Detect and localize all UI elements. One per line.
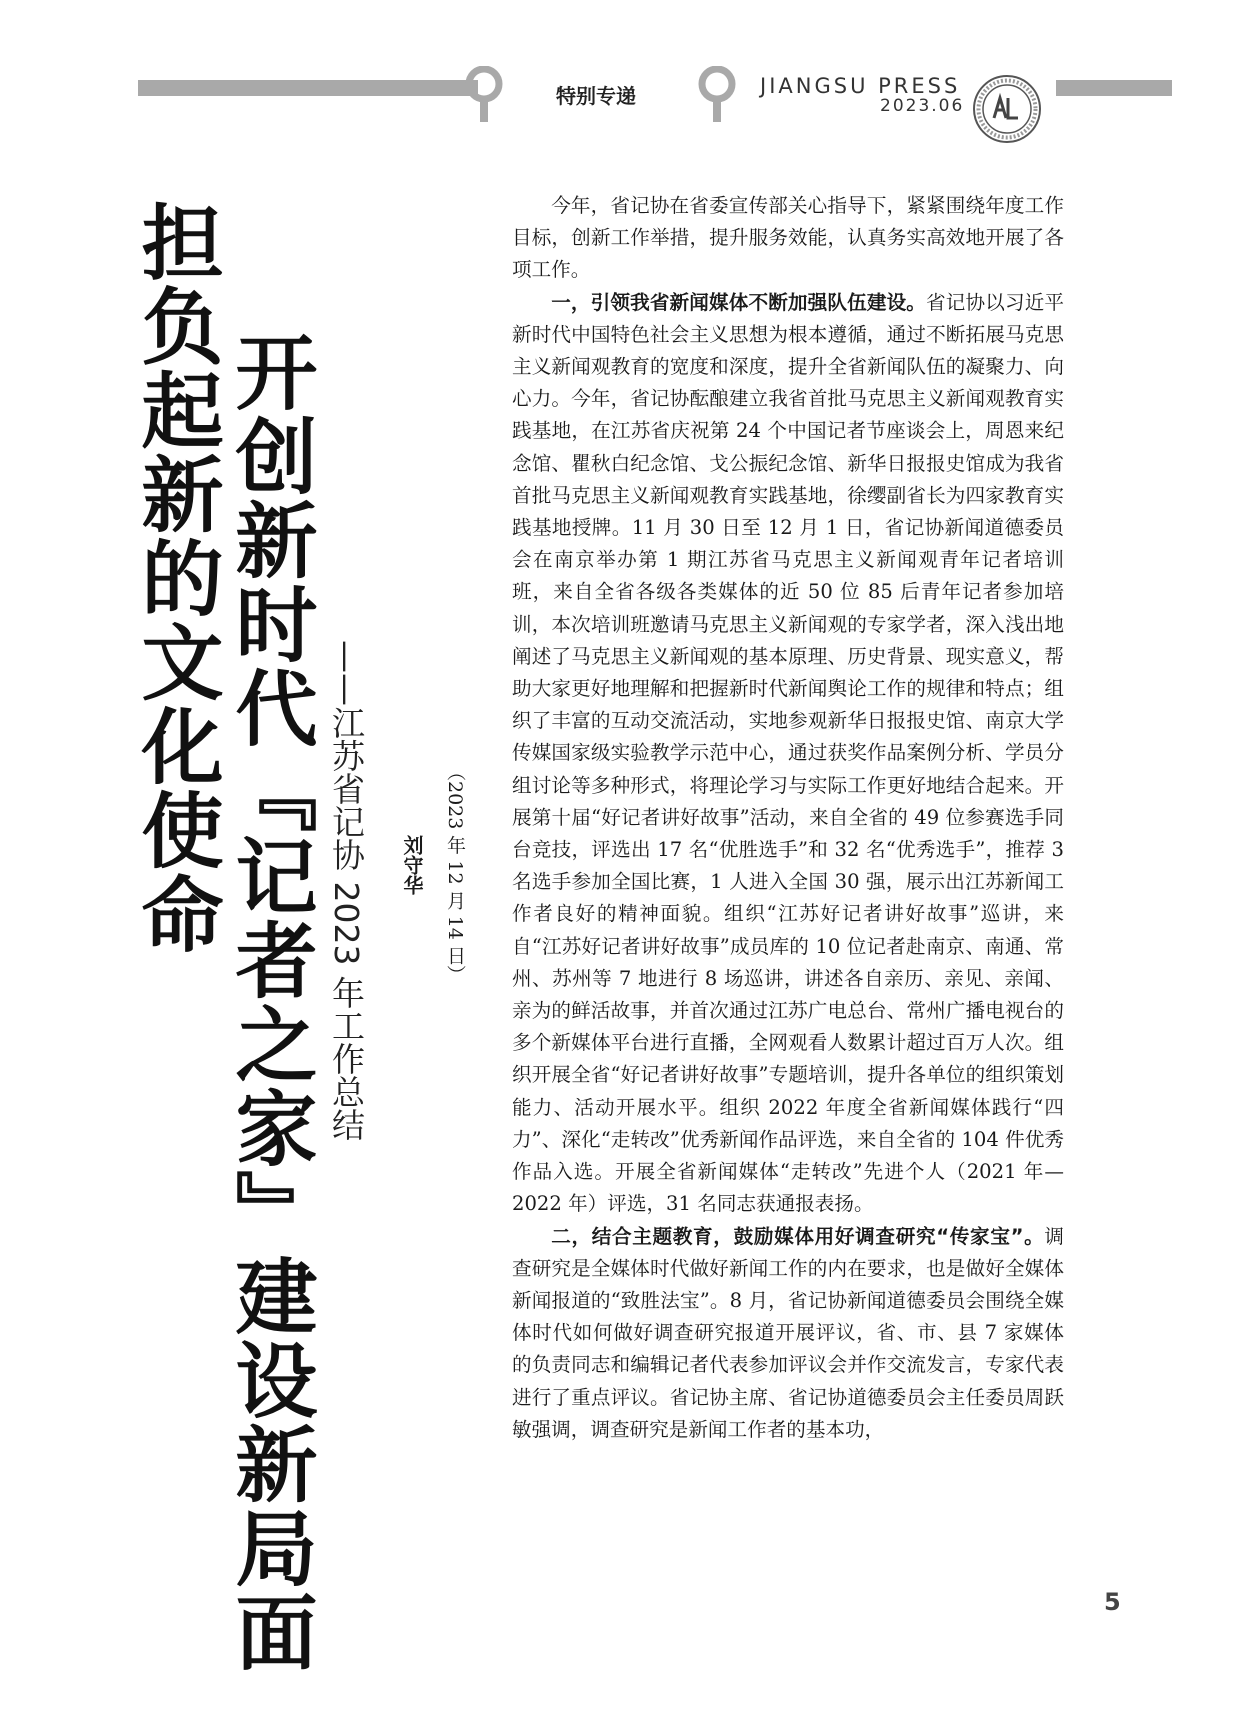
article-title-second: 开创新时代『记者之家』建设新局面 xyxy=(222,330,317,1674)
section-label: 特别专递 xyxy=(556,84,636,108)
article-subtitle xyxy=(327,640,366,1141)
press-name: JIANGSU PRESS xyxy=(760,74,961,98)
header-bar-right xyxy=(1056,80,1172,96)
subtitle-dash: —— xyxy=(327,640,366,706)
location-pin-icon xyxy=(464,66,504,124)
article-title-main: 担负起新的文化使命 xyxy=(128,200,223,956)
paragraph-lead: 二，结合主题教育，鼓励媒体用好调查研究“传家宝”。 xyxy=(551,1224,1045,1248)
paragraph-text: 调查研究是全媒体时代做好新闻工作的内在要求，也是做好全媒体新闻报道的“致胜法宝”。8 月，省记协新闻道德委员会围绕全媒体时代如何做好调查研究报道开展评议，省、市、县 7 家媒体的负责同志和编辑记者代表参加评议会并作交流发言，专家代表进行了重点评议。省记协主席、省记协道德委员会主任委员周跃敏强调，调查研究是新闻工作者的基本功， xyxy=(512,1224,1065,1441)
header-bar-left xyxy=(138,80,478,96)
article-date: （2023 年 12 月 14 日） xyxy=(444,762,466,984)
subtitle-text: 江苏省记协 2023 年工作总结 xyxy=(327,706,366,1141)
paragraph xyxy=(512,190,1064,287)
article-author: 刘守华 xyxy=(400,835,424,895)
association-seal-icon xyxy=(972,74,1042,144)
paragraph-text: 省记协以习近平新时代中国特色社会主义思想为根本遵循，通过不断拓展马克思主义新闻观教育的宽度和深度，提升全省新闻队伍的凝聚力、向心力。今年，省记协酝酿建立我省首批马克思主义新闻观教育实践基地，在江苏省庆祝第 24 个中国记者节座谈会上，周恩来纪念馆、瞿秋白纪念馆、戈公振纪念馆、新华日报报史馆成为我省首批马克思主义新闻观教育实践基地，徐缨副省长为四家教育实践基地授牌。11 月 30 日至 12 月 1 日，省记协新闻道德委员会在南京举办第 1 期江苏省马克思主义新闻观青年记者培训班，来自全省各级各类媒体的近 50 位 85 后青年记者参加培训，本次培训班邀请马克思主义新闻观的专家学者，深入浅出地阐述了马克思主义新闻观的基本原理、历史背景、现实意义，帮助大家更好地理解和把握新时代新闻舆论工作的规律和特点；组织了丰富的互动交流活动，实地参观新华日报报史馆、南京大学传媒国家级实验教学示范中心，通过获奖作品案例分析、学员分组讨论等多种形式，将理论学习与实际工作更好地结合起来。开展第十届“好记者讲好故事”活动，来自全省的 49 位参赛选手同台竞技，评选出 17 名“优胜选手”和 32 名“优秀选手”，推荐 3 名选手参加全国比赛，1 人进入全国 30 强，展示出江苏新闻工作者良好的精神面貌。组织“江苏好记者讲好故事”巡讲，来自“江苏好记者讲好故事”成员库的 10 位记者赴南京、南通、常州、苏州等 7 地进行 8 场巡讲，讲述各自亲历、亲见、亲闻、亲为的鲜活故事，并首次通过江苏广电总台、常州广播电视台的多个新媒体平台进行直播，全网观看人数累计超过百万人次。组织开展全省“好记者讲好故事”专题培训，提升各单位的组织策划能力、活动开展水平。组织 2022 年度全省新闻媒体践行“四力”、深化“走转改”优秀新闻作品评选，来自全省的 104 件优秀作品入选。开展全省新闻媒体“走转改”先进个人（2021 年—2022 年）评选，31 名同志获通报表扬。 xyxy=(512,290,1065,1216)
paragraph xyxy=(512,287,1064,1221)
location-pin-icon xyxy=(697,66,737,124)
paragraph-lead: 一，引领我省新闻媒体不断加强队伍建设。 xyxy=(551,290,927,314)
page-number: 5 xyxy=(1104,1588,1121,1616)
issue-number: 2023.06 xyxy=(880,96,965,116)
paragraph-text: 今年，省记协在省委宣传部关心指导下，紧紧围绕年度工作目标，创新工作举措，提升服务效能，认真务实高效地开展了各项工作。 xyxy=(512,194,1064,282)
paragraph xyxy=(512,1221,1064,1446)
article-body xyxy=(512,190,1064,1446)
